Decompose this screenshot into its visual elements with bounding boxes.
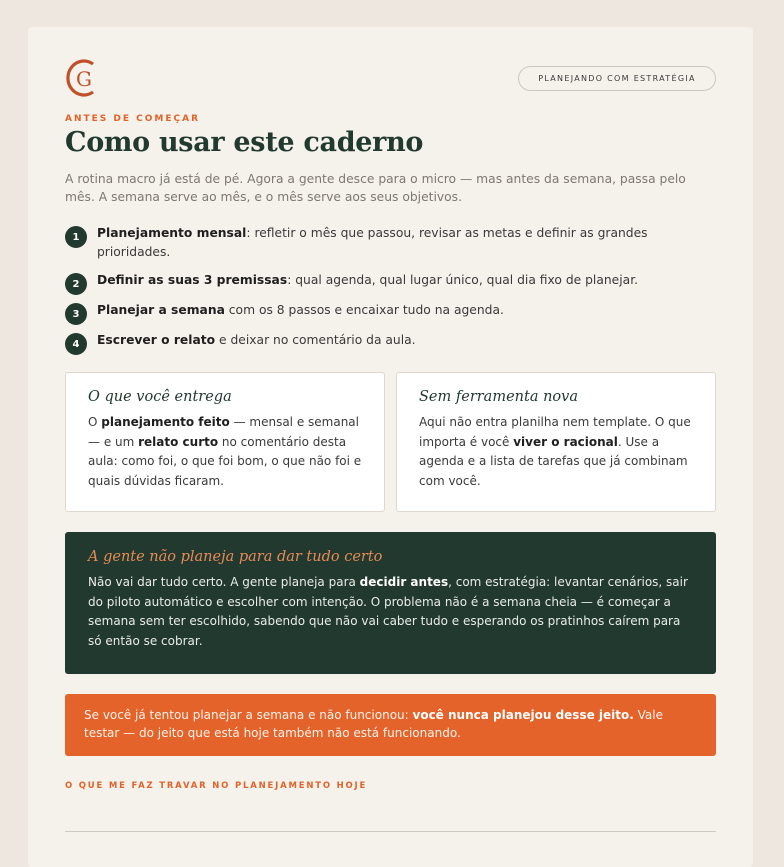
callout-text: Vale testar — do jeito que está hoje também não está funcionando. [84, 708, 663, 740]
intro-paragraph: A rotina macro já está de pé. Agora a gente desce para o micro — mas antes da semana, passa pelo mês. A semana serve ao mês, e o mês serve aos seus objetivos. [65, 172, 686, 204]
callout-bold: você nunca planejou desse jeito. [412, 708, 634, 722]
eyebrow-label: ANTES DE COMEÇAR [65, 114, 201, 124]
callout-dark [65, 532, 716, 674]
step-bold: Definir as suas 3 premissas [97, 273, 288, 287]
steps-list [65, 224, 685, 350]
callout-body [88, 573, 693, 651]
step-text: : qual agenda, qual lugar único, qual dia fixo de planejar. [287, 273, 639, 287]
card-bold: planejamento feito [101, 415, 230, 429]
step-number-badge: 1 [65, 226, 87, 248]
callout-text: Não vai dar tudo certo. A gente planeja para [88, 575, 360, 589]
callout-title: A gente não planeja para dar tudo certo [88, 549, 383, 565]
list-item [65, 331, 685, 350]
card-text: . Use a agenda e a lista de tarefas que já combinam com você. [419, 434, 688, 488]
card-bold: relato curto [138, 434, 219, 449]
card-no-new-tool [396, 372, 716, 512]
step-bold: Escrever o relato [97, 333, 216, 347]
card-text: O [88, 415, 102, 429]
card-body [419, 413, 693, 491]
card-text: — mensal e semanal — e um [88, 415, 359, 449]
callout-orange [65, 694, 716, 756]
step-text: : refletir o mês que passou, revisar as metas e definir as grandes prioridades. [97, 226, 648, 259]
page-sheet [28, 27, 753, 867]
callout-text: Se você já tentou planejar a semana e não funcionou: [84, 708, 413, 722]
logo-monogram [65, 58, 101, 98]
card-title: O que você entrega [88, 389, 232, 405]
section-heading: O QUE ME FAZ TRAVAR NO PLANEJAMENTO HOJE [65, 781, 368, 791]
list-item [65, 301, 685, 320]
list-item [65, 271, 685, 290]
step-text: e deixar no comentário da aula. [215, 333, 416, 347]
step-number-badge: 4 [65, 333, 87, 355]
card-body [88, 413, 362, 491]
section-badge: PLANEJANDO COM ESTRATÉGIA [518, 66, 716, 91]
card-deliverables [65, 372, 385, 512]
divider [65, 831, 716, 832]
card-bold: viver o racional [513, 434, 618, 449]
step-bold: Planejamento mensal [97, 226, 247, 240]
step-number-badge: 2 [65, 273, 87, 295]
step-text: com os 8 passos e encaixar tudo na agenda. [224, 303, 504, 317]
page-title: Como usar este caderno [65, 127, 424, 158]
card-title: Sem ferramenta nova [419, 389, 578, 405]
card-text: Aqui não entra planilha nem template. O que importa é você [419, 415, 691, 449]
callout-text: , com estratégia: levantar cenários, sair do piloto automático e escolher com intenção. O problema não é a semana cheia — é começar a semana sem ter escolhido, sabendo que não vai caber tudo e esperando os pratinhos caírem para só então se cobrar. [88, 575, 688, 648]
callout-bold: decidir antes [359, 575, 449, 589]
card-text: no comentário desta aula: como foi, o que foi bom, o que não foi e quais dúvidas ficaram. [88, 434, 362, 488]
list-item [65, 224, 685, 262]
svg-text:G: G [76, 67, 92, 91]
step-bold: Planejar a semana [97, 303, 225, 317]
step-number-badge: 3 [65, 303, 87, 325]
